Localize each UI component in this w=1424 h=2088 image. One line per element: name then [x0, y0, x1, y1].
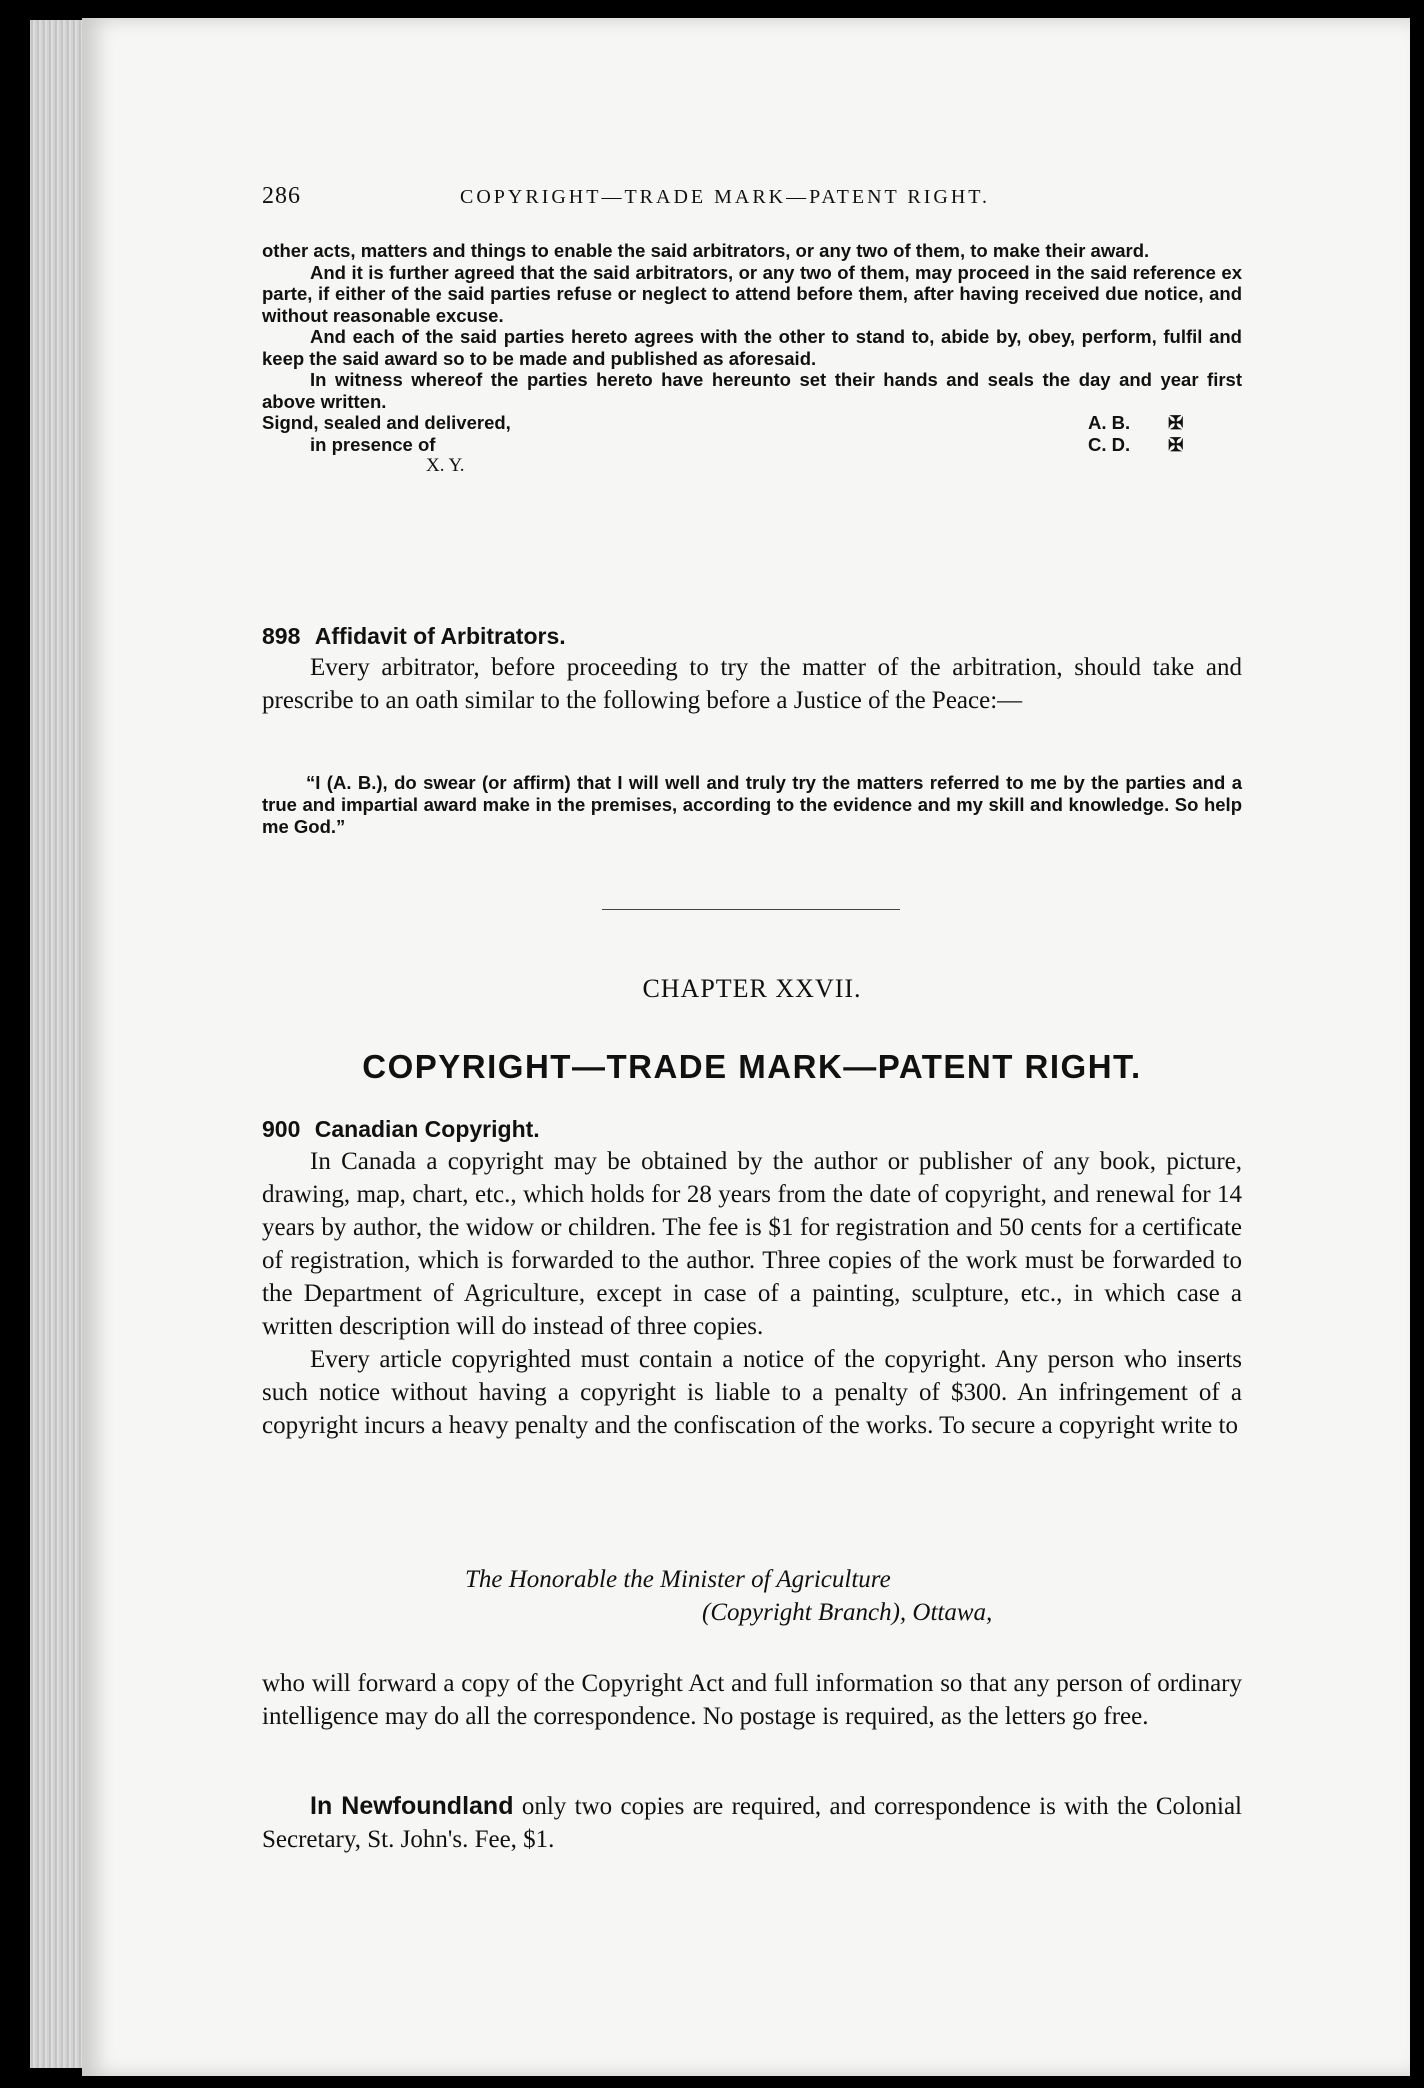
address-line-1: The Honorable the Minister of Agriculture — [465, 1566, 891, 1593]
witness-initials: X. Y. — [426, 455, 465, 476]
section-number: 898 — [262, 623, 301, 649]
party-a-initials: A. B. — [1088, 412, 1131, 433]
running-title: COPYRIGHT—TRADE MARK—PATENT RIGHT. — [460, 186, 990, 208]
arbitration-form-text — [262, 240, 1242, 477]
section-900-heading — [262, 1116, 540, 1143]
newfoundland-lead: In Newfoundland — [310, 1792, 514, 1820]
section-900-continuation — [262, 1667, 1242, 1733]
section-divider — [602, 909, 900, 910]
form-paragraph: And each of the said parties hereto agrees with the other to stand to, abide by, obey, perform, fulfil and keep the said award so to be made and published as aforesaid. — [262, 326, 1242, 369]
section-number: 900 — [262, 1116, 301, 1142]
body-paragraph: Every article copyrighted must contain a notice of the copyright. Any person who inserts such notice without having a copyright is liable to a penalty of $300. An infringement of a copyright incurs a heavy penalty and the confiscation of the works. To secure a copyright write to — [262, 1346, 1242, 1439]
seal-icon: ✠ — [1168, 412, 1184, 433]
body-paragraph: who will forward a copy of the Copyright Act and full information so that any person of ordinary intelligence may do all the correspondence. No postage is required, as the letters go free. — [262, 1670, 1242, 1730]
signature-line-2 — [262, 434, 1242, 456]
form-paragraph: In witness whereof the parties hereto have hereunto set their hands and seals the day and year first above written. — [262, 369, 1242, 412]
page-number: 286 — [262, 183, 301, 209]
book-page-edges — [30, 20, 90, 2068]
section-898-body — [262, 651, 1242, 717]
body-paragraph: In Canada a copyright may be obtained by the author or publisher of any book, picture, drawing, map, chart, etc., which holds for 28 years from the date of copyright, and renewal for 14 years by author, the widow or children. The fee is $1 for registration and 50 cents for a certificate of registration, which is forwarded to the author. Three copies of the work must be forwarded to the Department of Agriculture, except in case of a painting, sculpture, etc., in which case a written description will do instead of three copies. — [262, 1148, 1242, 1340]
signature-line-3 — [262, 455, 1242, 477]
chapter-title: COPYRIGHT—TRADE MARK—PATENT RIGHT. — [362, 1048, 1142, 1085]
section-898-heading — [262, 623, 566, 650]
body-paragraph — [262, 1790, 1242, 1856]
seal-icon: ✠ — [1168, 433, 1184, 455]
newfoundland-text: only two copies are required, and correspondence is with the Colonial Secretary, St. John's. Fee, $1. — [262, 1793, 1242, 1853]
chapter-label: CHAPTER XXVII. — [642, 974, 862, 1003]
presence-label: in presence of — [310, 433, 436, 455]
signature-label: Signd, sealed and delivered, — [262, 412, 511, 433]
oath-quote: “I (A. B.), do swear (or affirm) that I will well and truly try the matters referred to me by the parties and a true and impartial award make in the premises, according to the evidence and my skill and knowledge. So help me God.” — [262, 772, 1242, 837]
form-paragraph: other acts, matters and things to enable the said arbitrators, or any two of them, to make their award. — [262, 240, 1150, 261]
section-title: Affidavit of Arbitrators. — [314, 623, 566, 649]
signature-line-1 — [262, 412, 1242, 434]
address-line-2: (Copyright Branch), Ottawa, — [702, 1599, 993, 1626]
party-c-initials: C. D. — [1088, 433, 1131, 455]
section-title: Canadian Copyright. — [314, 1116, 540, 1142]
form-paragraph: And it is further agreed that the said arbitrators, or any two of them, may proceed in the said reference ex parte, if either of the said parties refuse or neglect to attend before them, after having received due notice, and without reasonable excuse. — [262, 261, 1242, 326]
body-paragraph: Every arbitrator, before proceeding to try the matter of the arbitration, should take and prescribe to an oath similar to the following before a Justice of the Peace:— — [262, 654, 1242, 714]
newfoundland-paragraph — [262, 1790, 1242, 1856]
section-900-body — [262, 1145, 1242, 1442]
